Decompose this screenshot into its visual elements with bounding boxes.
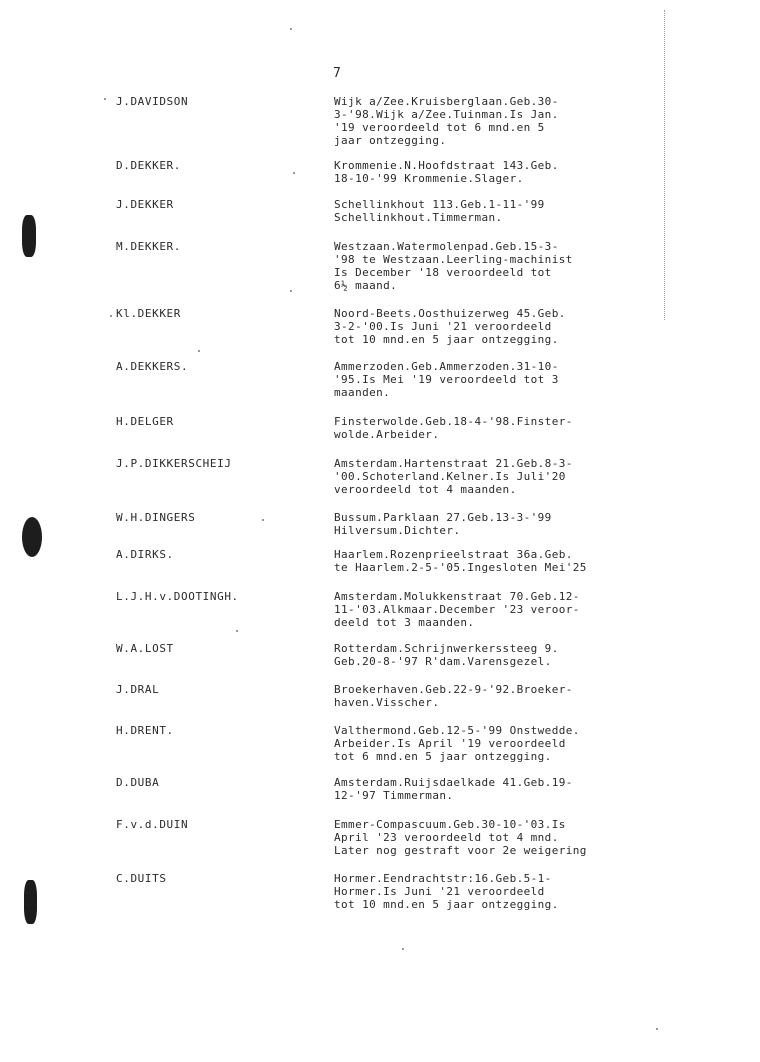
punch-hole-mark <box>22 517 42 557</box>
entry-line: Amsterdam.Molukkenstraat 70.Geb.12- <box>334 590 580 603</box>
entry-name: F.v.d.DUIN <box>116 818 189 831</box>
entry-line: Hilversum.Dichter. <box>334 524 461 537</box>
entry-name: L.J.H.v.DOOTINGH. <box>116 590 239 603</box>
entry-line: Wijk a/Zee.Kruisberglaan.Geb.30- <box>334 95 559 108</box>
entry-name: M.DEKKER. <box>116 240 182 253</box>
entry-line: 11-'03.Alkmaar.December '23 veroor- <box>334 603 580 616</box>
scan-speck <box>402 948 404 950</box>
entry-name: A.DEKKERS. <box>116 360 189 373</box>
entry-details <box>334 724 664 763</box>
entry-name: J.DEKKER <box>116 198 174 211</box>
entry-line: Haarlem.Rozenprieelstraat 36a.Geb. <box>334 548 573 561</box>
entry-line: Schellinkhout.Timmerman. <box>334 211 503 224</box>
entry-line: 3-2-'00.Is Juni '21 veroordeeld <box>334 320 552 333</box>
entry-details <box>334 683 664 709</box>
entry-details <box>334 95 664 147</box>
scan-speck <box>290 290 292 292</box>
entry-name: J.DAVIDSON <box>116 95 189 108</box>
entry-details <box>334 776 664 802</box>
entry-name: W.A.LOST <box>116 642 174 655</box>
entry-details <box>334 818 664 857</box>
entry-line: Westzaan.Watermolenpad.Geb.15-3- <box>334 240 559 253</box>
entry-line: Amsterdam.Hartenstraat 21.Geb.8-3- <box>334 457 573 470</box>
scan-speck <box>110 315 112 317</box>
entry-line: Arbeider.Is April '19 veroordeeld <box>334 737 566 750</box>
scan-speck <box>290 28 292 30</box>
entry-name: D.DUBA <box>116 776 160 789</box>
entry-line: April '23 veroordeeld tot 4 mnd. <box>334 831 559 844</box>
entry-name: H.DELGER <box>116 415 174 428</box>
entry-line: '19 veroordeeld tot 6 mnd.en 5 <box>334 121 545 134</box>
scan-speck <box>656 1028 658 1030</box>
entry-line: Hormer.Is Juni '21 veroordeeld <box>334 885 545 898</box>
entry-details <box>334 159 664 185</box>
entry-details <box>334 511 664 537</box>
entry-line: 12-'97 Timmerman. <box>334 789 454 802</box>
entry-line: Broekerhaven.Geb.22-9-'92.Broeker- <box>334 683 573 696</box>
page-edge-line <box>664 10 665 320</box>
entry-line: 3-'98.Wijk a/Zee.Tuinman.Is Jan. <box>334 108 559 121</box>
entry-line: Noord-Beets.Oosthuizerweg 45.Geb. <box>334 307 566 320</box>
entry-details <box>334 240 664 292</box>
entry-line: Schellinkhout 113.Geb.1-11-'99 <box>334 198 545 211</box>
entry-name: Kl.DEKKER <box>116 307 182 320</box>
entry-details <box>334 642 664 668</box>
entry-line: haven.Visscher. <box>334 696 440 709</box>
entry-details <box>334 415 664 441</box>
entry-line: te Haarlem.2-5-'05.Ingesloten Mei'25 <box>334 561 587 574</box>
entry-details <box>334 872 664 911</box>
entry-line: Valthermond.Geb.12-5-'99 Onstwedde. <box>334 724 580 737</box>
scan-speck <box>104 98 106 100</box>
entry-name: A.DIRKS. <box>116 548 174 561</box>
entry-details <box>334 307 664 346</box>
entry-line: tot 10 mnd.en 5 jaar ontzegging. <box>334 898 559 911</box>
entry-name: H.DRENT. <box>116 724 174 737</box>
entry-name: J.DRAL <box>116 683 160 696</box>
entry-line: '95.Is Mei '19 veroordeeld tot 3 <box>334 373 559 386</box>
entry-name: W.H.DINGERS <box>116 511 196 524</box>
entry-line: '00.Schoterland.Kelner.Is Juli'20 <box>334 470 566 483</box>
entry-line: maanden. <box>334 386 391 399</box>
entry-name: D.DEKKER. <box>116 159 182 172</box>
entry-details <box>334 590 664 629</box>
entry-line: '98 te Westzaan.Leerling-machinist <box>334 253 573 266</box>
entry-name: C.DUITS <box>116 872 167 885</box>
entry-line: Emmer-Compascuum.Geb.30-10-'03.Is <box>334 818 566 831</box>
scan-speck <box>293 172 295 174</box>
entry-line: veroordeeld tot 4 maanden. <box>334 483 517 496</box>
entry-line: wolde.Arbeider. <box>334 428 440 441</box>
entry-name: J.P.DIKKERSCHEIJ <box>116 457 232 470</box>
entry-line: Rotterdam.Schrijnwerkerssteeg 9. <box>334 642 559 655</box>
ink-mark-top <box>22 215 36 257</box>
entry-details <box>334 548 664 574</box>
ink-mark-bottom <box>24 880 37 924</box>
entry-line: Ammerzoden.Geb.Ammerzoden.31-10- <box>334 360 559 373</box>
entry-line: tot 6 mnd.en 5 jaar ontzegging. <box>334 750 552 763</box>
entry-line: tot 10 mnd.en 5 jaar ontzegging. <box>334 333 559 346</box>
entry-line: Is December '18 veroordeeld tot <box>334 266 552 279</box>
entry-line: Bussum.Parklaan 27.Geb.13-3-'99 <box>334 511 552 524</box>
entry-line: Finsterwolde.Geb.18-4-'98.Finster- <box>334 415 573 428</box>
entry-line: 6½ maand. <box>334 279 398 292</box>
page-number: 7 <box>333 66 342 81</box>
scan-speck <box>262 519 264 521</box>
entry-line: jaar ontzegging. <box>334 134 447 147</box>
entry-details <box>334 198 664 224</box>
entry-details <box>334 457 664 496</box>
entry-line: 18-10-'99 Krommenie.Slager. <box>334 172 524 185</box>
entry-line: Hormer.Eendrachtstr:16.Geb.5-1- <box>334 872 552 885</box>
entry-details <box>334 360 664 399</box>
entry-line: Krommenie.N.Hoofdstraat 143.Geb. <box>334 159 559 172</box>
entry-line: Geb.20-8-'97 R'dam.Varensgezel. <box>334 655 552 668</box>
scan-speck <box>198 350 200 352</box>
entry-line: Later nog gestraft voor 2e weigering <box>334 844 587 857</box>
entry-line: deeld tot 3 maanden. <box>334 616 475 629</box>
entry-line: Amsterdam.Ruijsdaelkade 41.Geb.19- <box>334 776 573 789</box>
scan-speck <box>236 630 238 632</box>
